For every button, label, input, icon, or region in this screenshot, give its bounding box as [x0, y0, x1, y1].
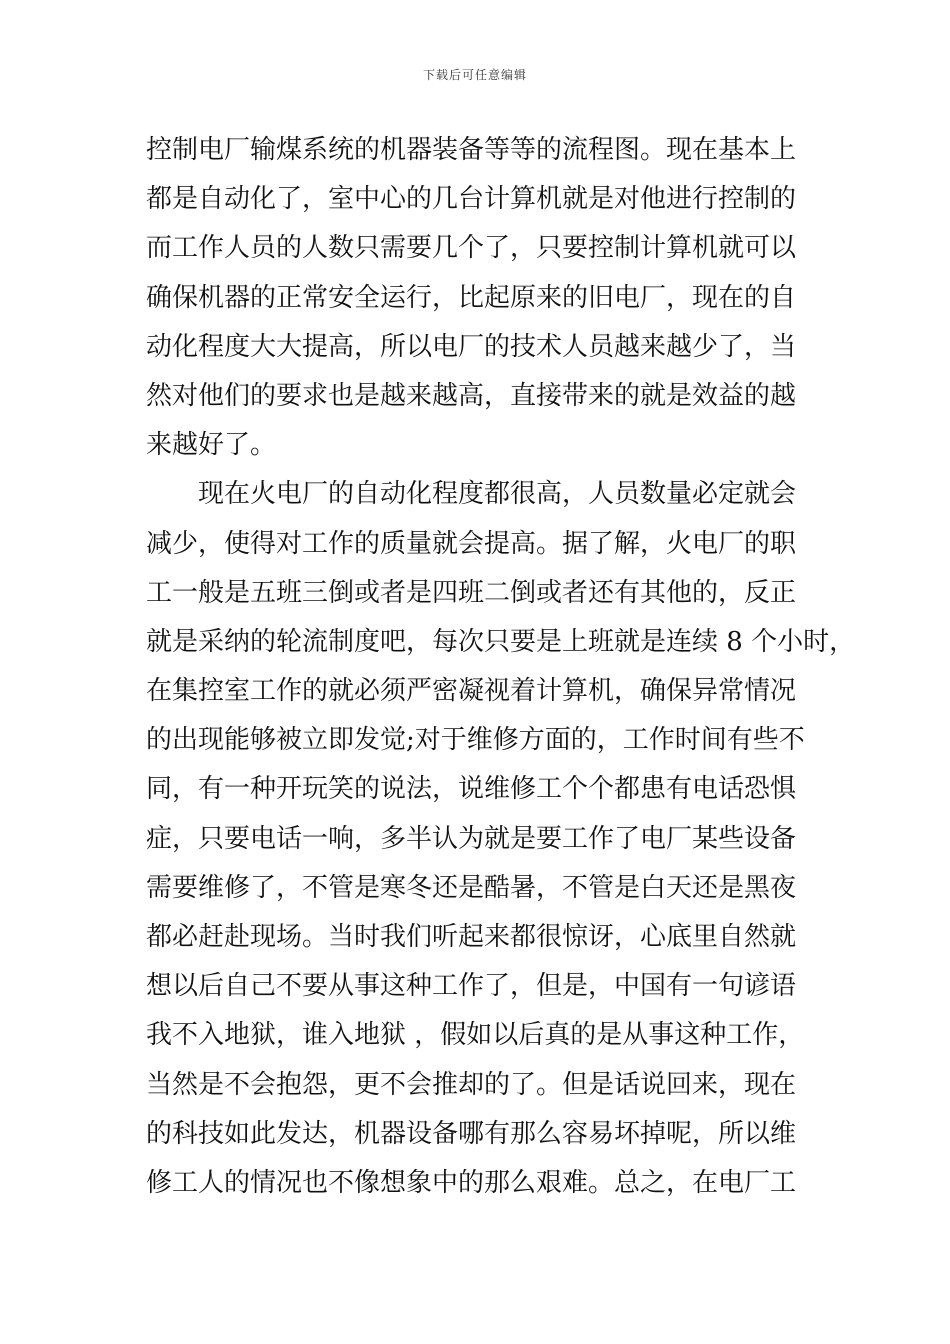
- body-text: [146, 126, 856, 1208]
- text-line: 在集控室工作的就必须严密凝视着计算机，确保异常情况: [146, 676, 797, 707]
- text-line: 的出现能够被立即发觉;对于维修方面的，工作时间有些不: [146, 725, 805, 756]
- text-line: 都必赶赴现场。当时我们听起来都很惊讶，心底里自然就: [146, 922, 797, 952]
- text-line: 而工作人员的人数只需要几个了，只要控制计算机就可以: [146, 233, 797, 264]
- text-line: 的科技如此发达，机器设备哪有那么容易坏掉呢，所以维: [146, 1118, 797, 1149]
- text-line: 都是自动化了，室中心的几台计算机就是对他进行控制的: [146, 184, 797, 215]
- text-line: 同，有一种开玩笑的说法，说维修工个个都患有电话恐惧: [146, 774, 797, 805]
- text-line: 工一般是五班三倒或者是四班二倒或者还有其他的，反正: [146, 577, 797, 608]
- text-line: 减少，使得对工作的质量就会提高。据了解，火电厂的职: [146, 528, 797, 559]
- text-line: 想以后自己不要从事这种工作了，但是，中国有一句谚语: [146, 971, 797, 1002]
- text-line: 需要维修了，不管是寒冬还是酷暑，不管是白天还是黑夜: [146, 872, 797, 903]
- header-note: 下载后可任意编辑: [422, 68, 527, 82]
- text-line: 来越好了。: [146, 430, 277, 461]
- text-line: 现在火电厂的自动化程度都很高，人员数量必定就会: [146, 479, 797, 510]
- text-line: 我不入地狱，谁入地狱 ，假如以后真的是从事这种工作，: [146, 1020, 805, 1051]
- text-line: 症，只要电话一响，多半认为就是要工作了电厂某些设备: [146, 823, 797, 854]
- text-line: 动化程度大大提高，所以电厂的技术人员越来越少了，当: [146, 331, 797, 362]
- text-line: 就是采纳的轮流制度吧，每次只要是上班就是连续 8 个小时，: [146, 626, 856, 657]
- text-line: 确保机器的正常安全运行，比起原来的旧电厂，现在的自: [146, 282, 797, 313]
- text-line: 修工人的情况也不像想象中的那么艰难。总之，在电厂工: [146, 1167, 797, 1198]
- text-line: 当然是不会抱怨，更不会推却的了。但是话说回来，现在: [146, 1069, 797, 1100]
- text-line: 控制电厂输煤系统的机器装备等等的流程图。现在基本上: [146, 135, 797, 165]
- text-line: 然对他们的要求也是越来越高，直接带来的就是效益的越: [146, 380, 797, 411]
